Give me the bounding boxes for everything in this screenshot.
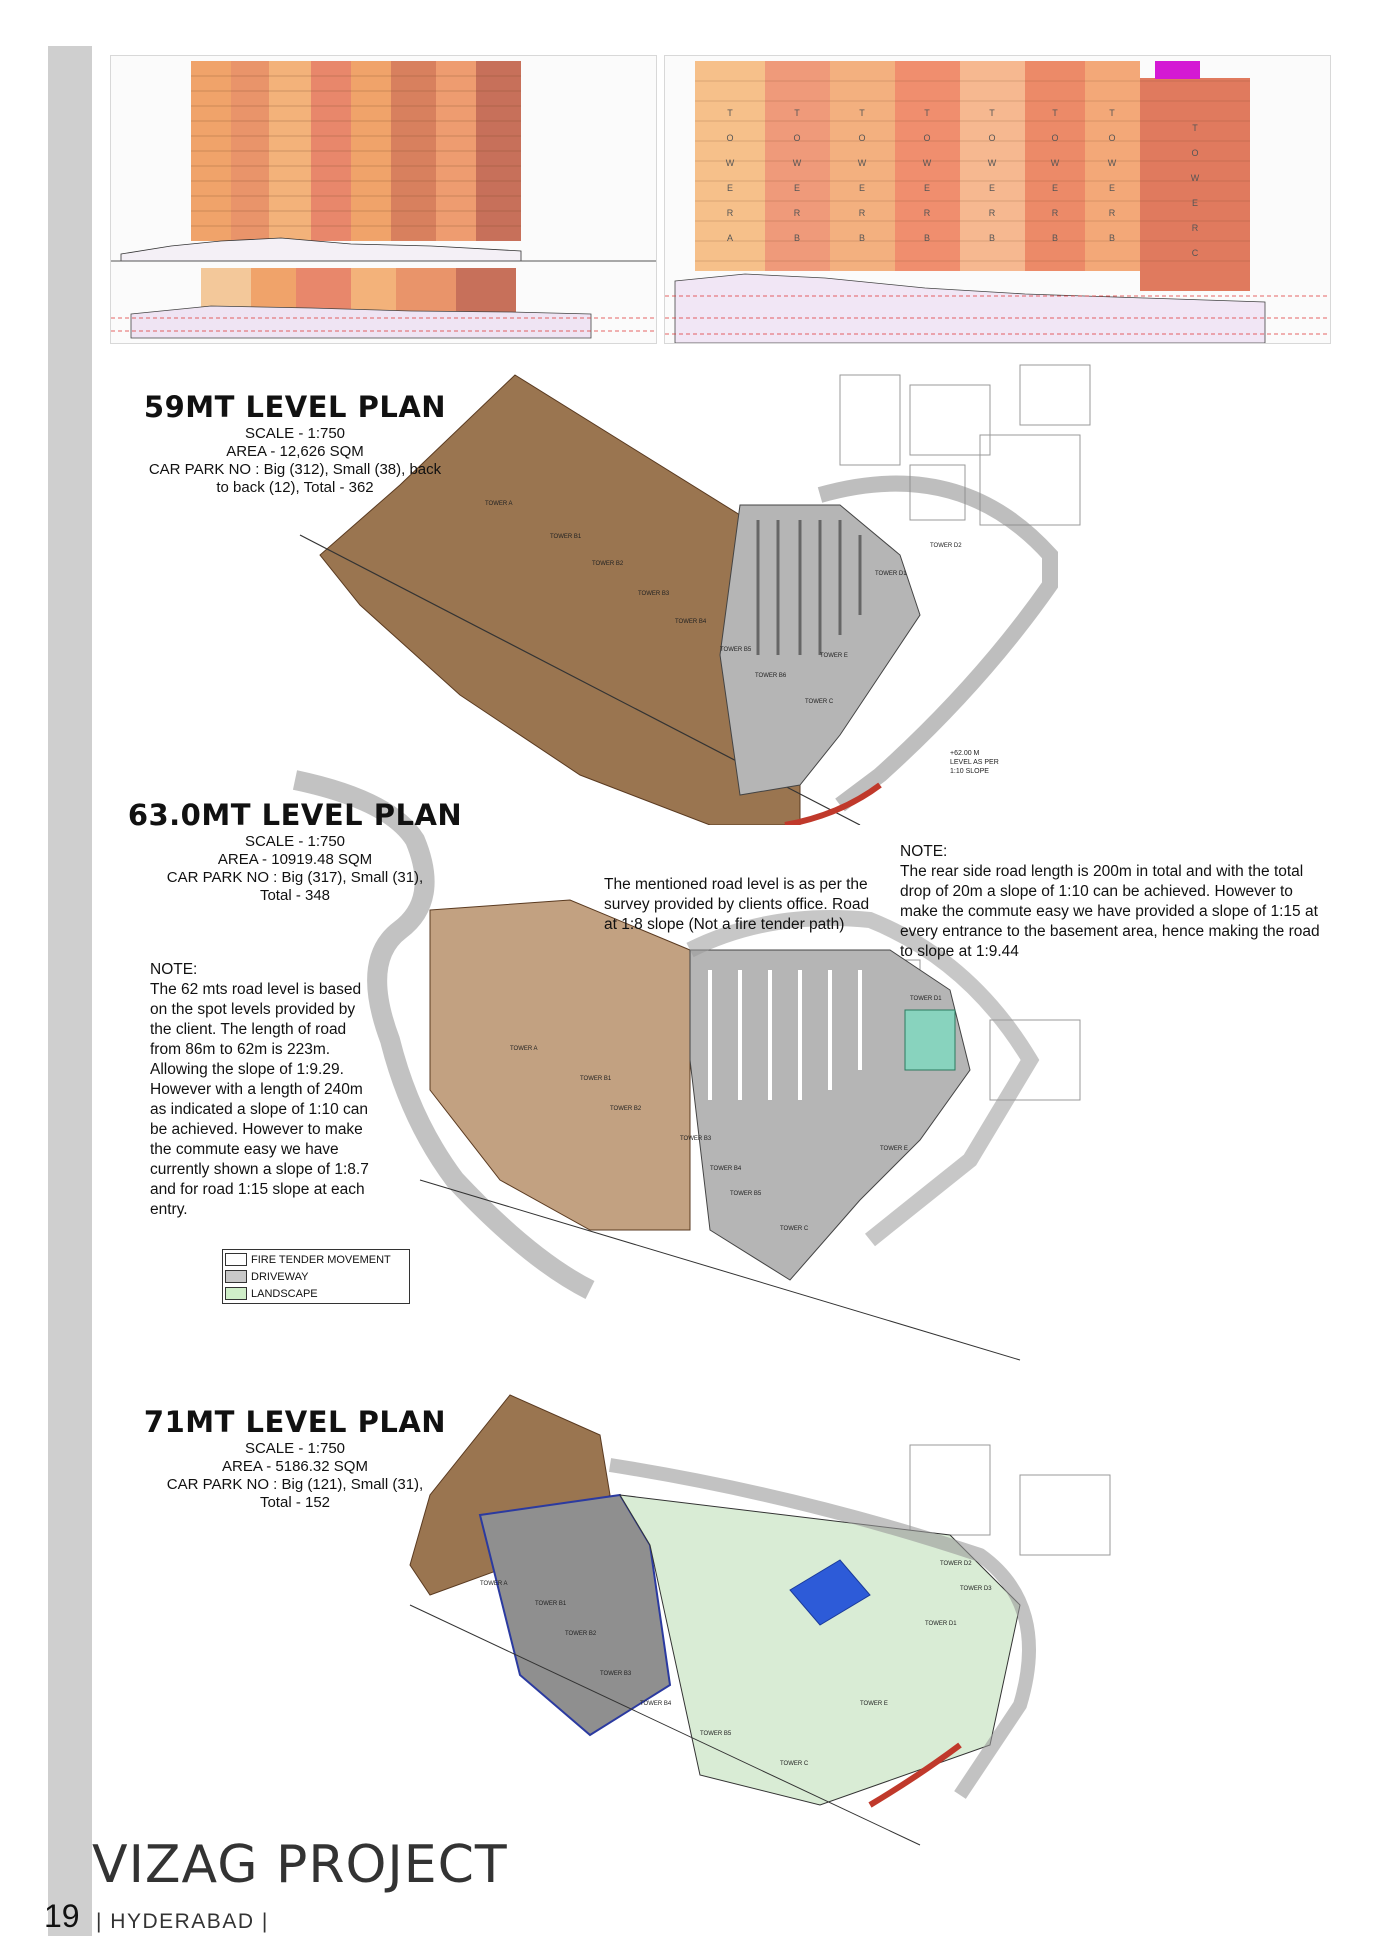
project-title: VIZAG PROJECT <box>92 1835 508 1895</box>
plan71-area: AREA - 5186.32 SQM <box>222 1458 368 1475</box>
svg-text:W: W <box>987 158 997 168</box>
svg-text:T: T <box>989 108 995 118</box>
svg-text:T: T <box>1109 108 1115 118</box>
svg-text:C: C <box>1191 248 1199 258</box>
plan71-carpark-line2: Total - 152 <box>259 1494 331 1511</box>
note-left-heading: NOTE: <box>150 961 198 978</box>
svg-text:W: W <box>792 158 802 168</box>
svg-text:E: E <box>1108 183 1116 193</box>
svg-text:R: R <box>1108 208 1116 218</box>
svg-text:W: W <box>1107 158 1117 168</box>
plan59-scale: SCALE - 1:750 <box>244 425 346 442</box>
legend-item-driveway <box>225 1268 407 1285</box>
plan63-scale: SCALE - 1:750 <box>244 833 346 850</box>
svg-text:TOWER B2: TOWER B2 <box>592 561 624 567</box>
svg-text:TOWER B2: TOWER B2 <box>610 1106 642 1112</box>
note-left-road-level <box>150 960 380 1220</box>
page-number: 19 <box>44 1898 80 1934</box>
svg-text:O: O <box>726 133 734 143</box>
svg-text:+62.00 M: +62.00 M <box>950 750 980 757</box>
svg-text:TOWER D3: TOWER D3 <box>960 1586 992 1592</box>
svg-text:R: R <box>793 208 801 218</box>
note-left-body: The 62 mts road level is based on the spot levels provided by the client. The length of road from 86m to 62m is 223m. Allowing the slope of 1:9.29. However with a length of 240m as indicated a slope of 1:10 can be achieved. However to make the commute easy we have currently shown a slope of 1:8.7 and for road 1:15 slope at each entry. <box>150 981 369 1218</box>
svg-text:TOWER E: TOWER E <box>880 1146 908 1152</box>
section-elevation-left <box>110 55 657 344</box>
svg-text:W: W <box>857 158 867 168</box>
plan63-title: 63.0MT LEVEL PLAN <box>127 798 463 832</box>
note-rear-heading: NOTE: <box>900 843 948 860</box>
svg-text:TOWER C: TOWER C <box>780 1761 809 1767</box>
svg-text:R: R <box>988 208 996 218</box>
svg-text:T: T <box>794 108 800 118</box>
svg-text:LEVEL AS PER: LEVEL AS PER <box>950 759 999 766</box>
svg-text:TOWER A: TOWER A <box>480 1581 508 1587</box>
svg-text:O: O <box>858 133 866 143</box>
svg-text:TOWER B3: TOWER B3 <box>680 1136 712 1142</box>
svg-text:R: R <box>858 208 866 218</box>
svg-text:T: T <box>859 108 865 118</box>
svg-text:A: A <box>726 233 734 243</box>
svg-text:TOWER B1: TOWER B1 <box>535 1601 567 1607</box>
svg-text:T: T <box>924 108 930 118</box>
svg-text:TOWER E: TOWER E <box>820 653 848 659</box>
svg-text:E: E <box>858 183 866 193</box>
section-elevation-right-drawing <box>665 56 1330 343</box>
svg-text:1:10 SLOPE: 1:10 SLOPE <box>950 768 989 775</box>
svg-text:W: W <box>725 158 735 168</box>
page-sidebar-bar <box>48 46 92 1936</box>
svg-text:TOWER C: TOWER C <box>805 699 834 705</box>
svg-text:TOWER B3: TOWER B3 <box>638 591 670 597</box>
svg-text:TOWER B4: TOWER B4 <box>710 1166 742 1172</box>
plan63-carpark-line2: Total - 348 <box>259 887 331 904</box>
svg-text:B: B <box>858 233 866 243</box>
svg-text:W: W <box>922 158 932 168</box>
note-rear-body: The rear side road length is 200m in total and with the total drop of 20m a slope of 1:10 can be achieved. However to make the commute easy we have provided a slope of 1:15 at every entrance to the basement area, hence making the road to slope at 1:9.44 <box>900 863 1320 960</box>
section-elevation-right <box>664 55 1331 344</box>
svg-text:TOWER B2: TOWER B2 <box>565 1631 597 1637</box>
legend-swatch-landscape <box>225 1287 247 1300</box>
note-rear-road <box>900 842 1328 962</box>
svg-text:TOWER B1: TOWER B1 <box>580 1076 612 1082</box>
svg-text:B: B <box>1051 233 1059 243</box>
svg-text:TOWER C: TOWER C <box>780 1226 809 1232</box>
svg-text:B: B <box>988 233 996 243</box>
svg-text:T: T <box>1052 108 1058 118</box>
svg-text:W: W <box>1190 173 1200 183</box>
svg-text:E: E <box>988 183 996 193</box>
legend-label-landscape: LANDSCAPE <box>251 1287 318 1300</box>
svg-text:E: E <box>726 183 734 193</box>
svg-text:TOWER B4: TOWER B4 <box>675 619 707 625</box>
svg-text:TOWER B3: TOWER B3 <box>600 1671 632 1677</box>
svg-text:TOWER D2: TOWER D2 <box>940 1561 972 1567</box>
svg-text:TOWER B5: TOWER B5 <box>730 1191 762 1197</box>
svg-text:B: B <box>793 233 801 243</box>
legend-label-fire-tender: FIRE TENDER MOVEMENT <box>251 1253 391 1266</box>
svg-text:TOWER D1: TOWER D1 <box>910 996 942 1002</box>
magenta-roof-block <box>1155 61 1200 79</box>
svg-text:O: O <box>1051 133 1059 143</box>
note-survey-road: The mentioned road level is as per the survey provided by clients office. Road at 1:8 slope (Not a fire tender path) <box>604 876 870 933</box>
svg-text:B: B <box>1108 233 1116 243</box>
plan71-carpark-line1: CAR PARK NO : Big (121), Small (31), <box>166 1476 424 1493</box>
svg-text:O: O <box>988 133 996 143</box>
svg-text:E: E <box>923 183 931 193</box>
svg-text:TOWER D1: TOWER D1 <box>925 1621 957 1627</box>
plan63-area: AREA - 10919.48 SQM <box>217 851 373 868</box>
plan71-scale: SCALE - 1:750 <box>244 1440 346 1457</box>
project-subtitle: | HYDERABAD | <box>96 1910 269 1933</box>
svg-text:TOWER B5: TOWER B5 <box>700 1731 732 1737</box>
legend-item-fire-tender <box>225 1251 407 1268</box>
svg-text:T: T <box>1192 123 1198 133</box>
plan59-title: 59MT LEVEL PLAN <box>143 390 447 424</box>
svg-text:O: O <box>923 133 931 143</box>
plan63-carpark-line1: CAR PARK NO : Big (317), Small (31), <box>166 869 424 886</box>
svg-text:R: R <box>1051 208 1059 218</box>
svg-text:O: O <box>793 133 801 143</box>
svg-text:W: W <box>1050 158 1060 168</box>
svg-text:O: O <box>1191 148 1199 158</box>
svg-text:R: R <box>1191 223 1199 233</box>
svg-text:R: R <box>726 208 734 218</box>
section-elevation-left-drawing <box>111 56 656 343</box>
plan59-area: AREA - 12,626 SQM <box>226 443 364 460</box>
legend <box>222 1249 410 1304</box>
svg-text:TOWER B6: TOWER B6 <box>755 673 787 679</box>
plan59-carpark-line2: to back (12), Total - 362 <box>216 479 374 496</box>
svg-text:E: E <box>1191 198 1199 208</box>
tower-blocks-lower <box>201 268 516 313</box>
svg-text:TOWER B4: TOWER B4 <box>640 1701 672 1707</box>
legend-item-landscape <box>225 1285 407 1302</box>
legend-swatch-fire-tender <box>225 1253 247 1266</box>
legend-label-driveway: DRIVEWAY <box>251 1270 309 1283</box>
svg-text:TOWER B5: TOWER B5 <box>720 647 752 653</box>
svg-text:O: O <box>1108 133 1116 143</box>
plan71-title: 71MT LEVEL PLAN <box>143 1405 447 1439</box>
svg-text:T: T <box>727 108 733 118</box>
svg-text:TOWER E: TOWER E <box>860 1701 888 1707</box>
svg-text:TOWER D2: TOWER D2 <box>930 543 962 549</box>
svg-text:TOWER B1: TOWER B1 <box>550 534 582 540</box>
svg-text:TOWER D1: TOWER D1 <box>875 571 907 577</box>
legend-swatch-driveway <box>225 1270 247 1283</box>
svg-text:E: E <box>793 183 801 193</box>
svg-text:R: R <box>923 208 931 218</box>
svg-text:B: B <box>923 233 931 243</box>
svg-text:TOWER A: TOWER A <box>485 501 513 507</box>
svg-text:E: E <box>1051 183 1059 193</box>
plan59-carpark-line1: CAR PARK NO : Big (312), Small (38), back <box>148 461 442 478</box>
svg-text:TOWER A: TOWER A <box>510 1046 538 1052</box>
